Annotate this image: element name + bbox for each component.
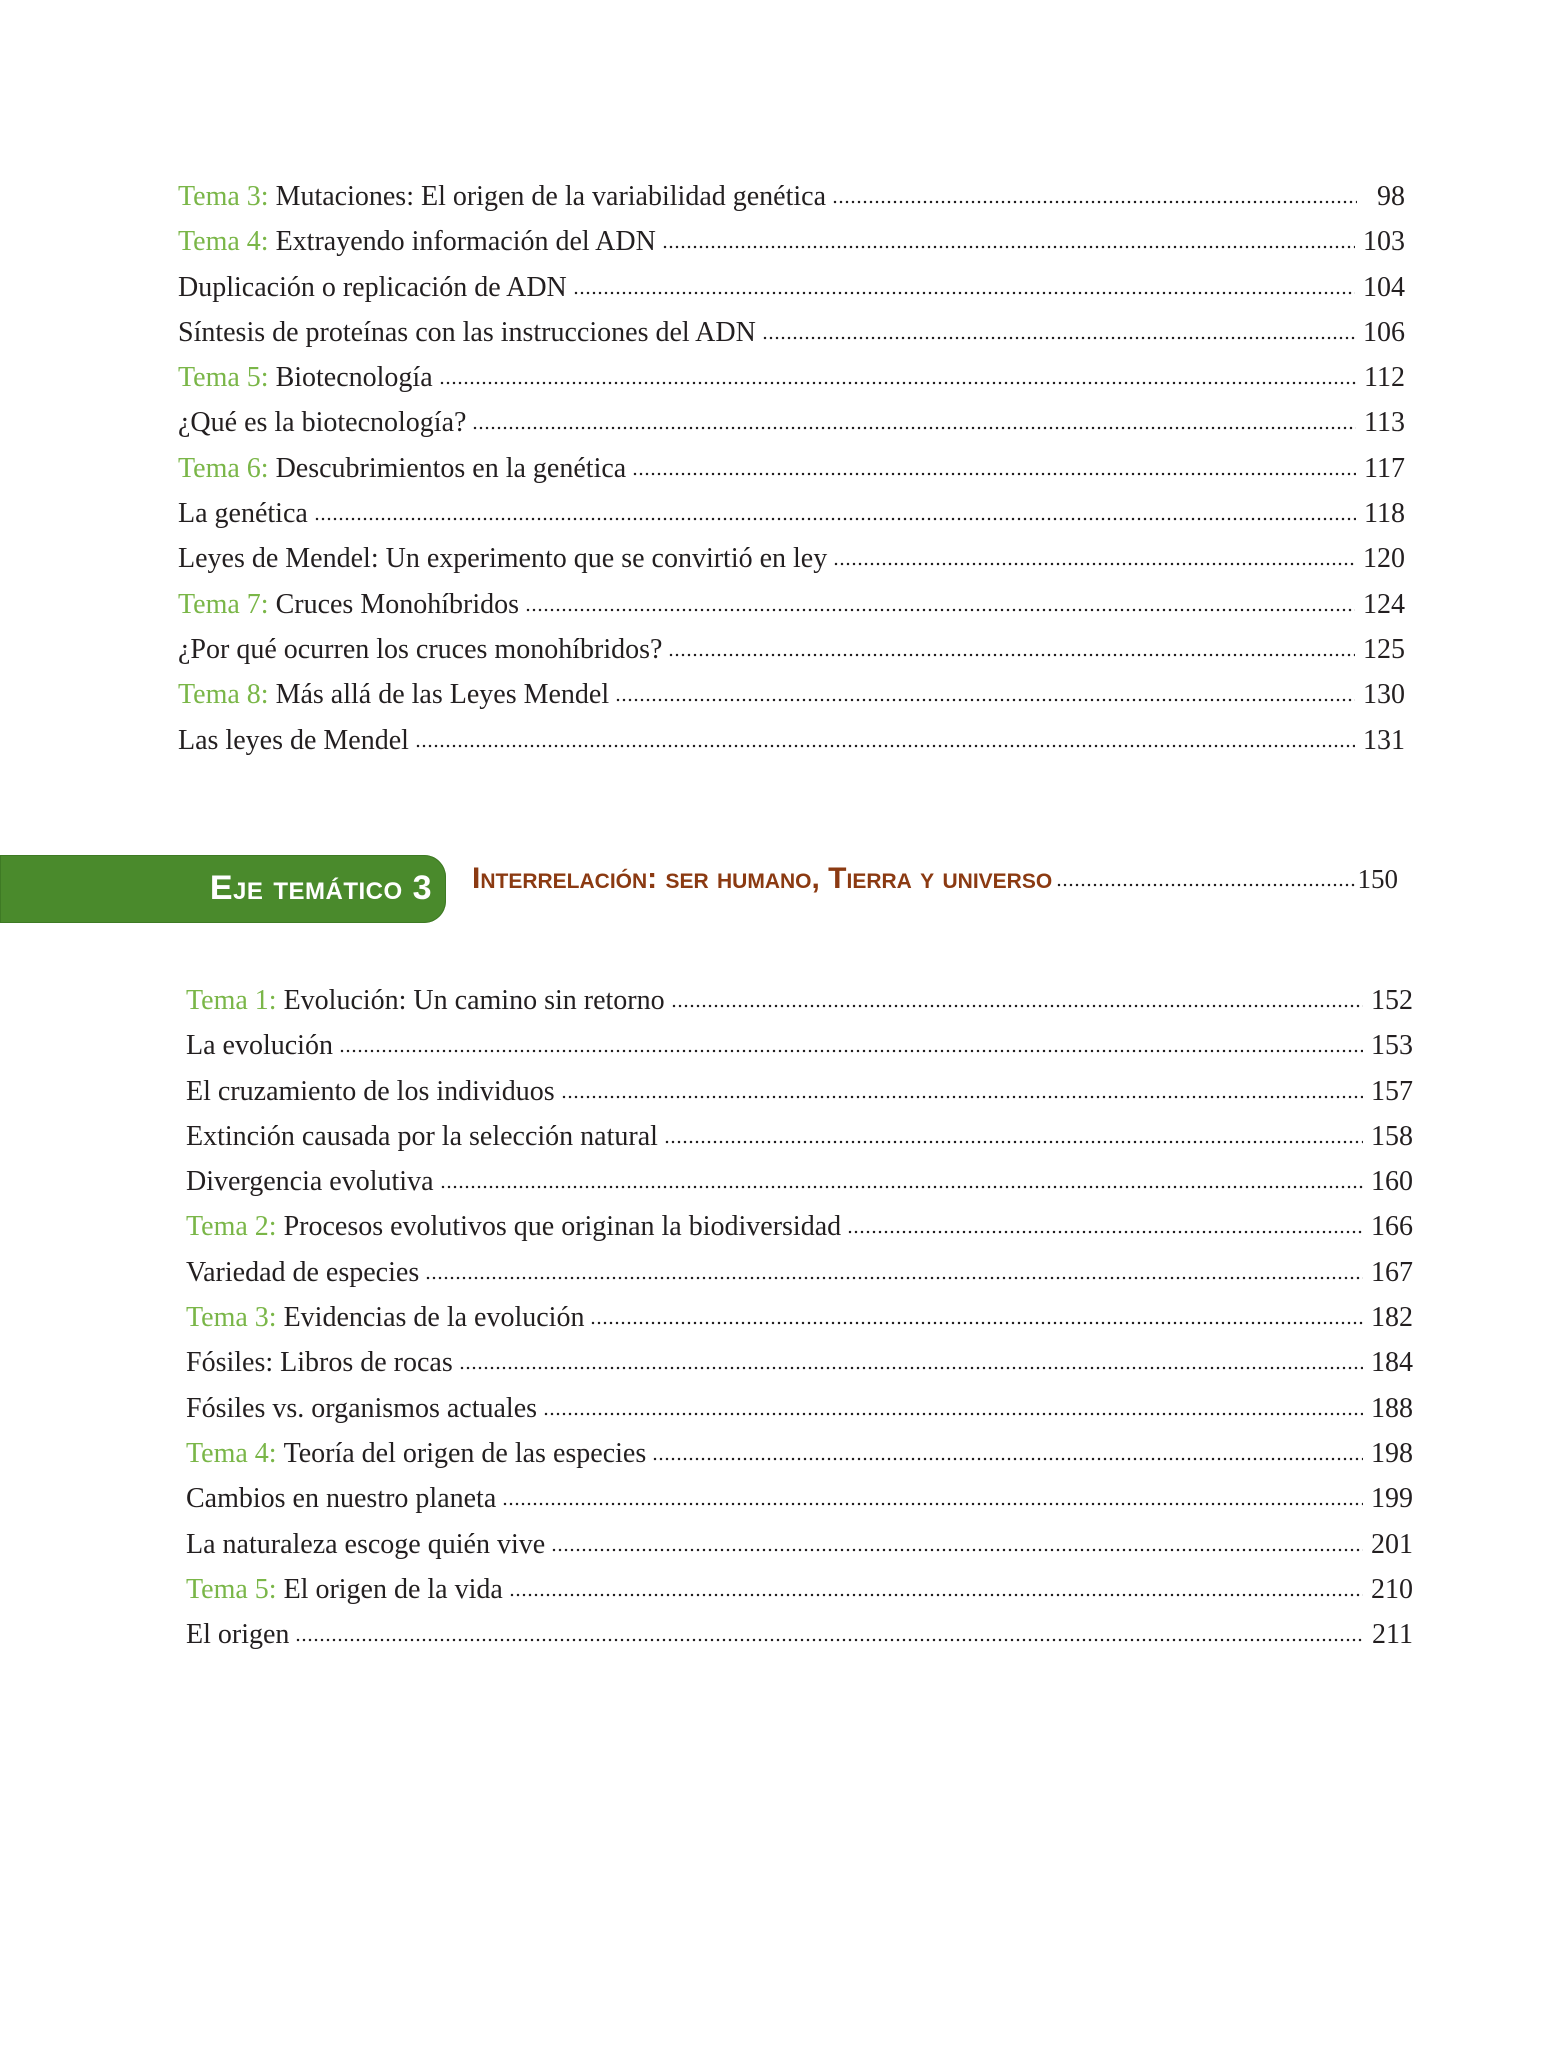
toc-entry[interactable] [186, 1114, 1413, 1159]
tema-label: Tema 3: [186, 1302, 277, 1334]
toc-entry[interactable] [178, 265, 1405, 310]
page-number: 113 [1364, 407, 1405, 439]
page-number: 152 [1371, 985, 1413, 1016]
toc-tema-entry[interactable] [178, 446, 1405, 491]
toc-entry[interactable] [186, 1023, 1413, 1068]
page-number: 157 [1371, 1075, 1413, 1107]
dot-leader [668, 652, 1355, 658]
entry-title: Evidencias de la evolución [283, 1302, 585, 1334]
page-number: 112 [1364, 362, 1405, 394]
dot-leader [525, 607, 1355, 613]
dot-leader [561, 1094, 1363, 1100]
toc-entry[interactable] [178, 400, 1405, 445]
page-number: 199 [1371, 1483, 1413, 1515]
dot-leader [425, 1275, 1363, 1281]
tema-label: Tema 1: [186, 985, 277, 1016]
dot-leader [632, 471, 1356, 477]
page-number: 98 [1377, 181, 1405, 212]
page-number: 198 [1371, 1437, 1413, 1469]
page-number: 104 [1363, 271, 1405, 303]
dot-leader [652, 1456, 1363, 1462]
entry-title: Mutaciones: El origen de la variabilidad genética [275, 181, 827, 212]
toc-entry[interactable] [186, 1612, 1413, 1657]
entry-title: La naturaleza escoge quién vive [186, 1528, 546, 1560]
page-number: 130 [1363, 679, 1405, 711]
toc-tema-entry[interactable] [178, 219, 1405, 264]
page-number: 106 [1363, 316, 1405, 348]
page-number: 117 [1364, 452, 1405, 484]
dot-leader [543, 1411, 1363, 1417]
eje-page-number: 150 [1357, 864, 1398, 894]
dot-leader [509, 1592, 1363, 1598]
page-number: 120 [1363, 543, 1405, 575]
toc-section-eje-3 [186, 978, 1413, 1657]
toc-tema-entry[interactable] [178, 355, 1405, 400]
dot-leader [502, 1501, 1363, 1507]
tema-label: Tema 4: [186, 1437, 277, 1469]
dot-leader [847, 1229, 1363, 1235]
toc-tema-entry[interactable] [178, 174, 1405, 219]
entry-title: Fósiles vs. organismos actuales [186, 1392, 538, 1424]
entry-title: Duplicación o replicación de ADN [178, 271, 567, 303]
toc-tema-entry[interactable] [178, 672, 1405, 717]
dot-leader [339, 1048, 1363, 1054]
tema-label: Tema 2: [186, 1211, 277, 1243]
dot-leader [472, 425, 1356, 431]
page-number: 158 [1371, 1120, 1413, 1152]
page-number: 182 [1371, 1302, 1413, 1334]
tema-label: Tema 4: [178, 226, 269, 258]
toc-entry[interactable] [178, 491, 1405, 536]
tema-label: Tema 8: [178, 679, 269, 711]
dot-leader [615, 697, 1355, 703]
page-number: 167 [1371, 1256, 1413, 1288]
page-number: 210 [1371, 1573, 1413, 1605]
page-number: 103 [1363, 226, 1405, 258]
dot-leader [295, 1637, 1364, 1643]
page-number: 184 [1371, 1347, 1413, 1379]
page-number: 153 [1371, 1030, 1413, 1062]
entry-title: Síntesis de proteínas con las instrucciones del ADN [178, 316, 756, 348]
entry-title: Divergencia evolutiva [186, 1166, 434, 1198]
page-number: 124 [1363, 588, 1405, 620]
toc-entry[interactable] [186, 1340, 1413, 1385]
page-number: 166 [1371, 1211, 1413, 1243]
toc-entry[interactable] [178, 718, 1405, 763]
toc-entry[interactable] [178, 310, 1405, 355]
dot-leader [664, 1139, 1363, 1145]
tema-label: Tema 5: [186, 1573, 277, 1605]
dot-leader [439, 380, 1356, 386]
entry-title: Las leyes de Mendel [178, 724, 409, 756]
toc-tema-entry[interactable] [186, 1204, 1413, 1249]
dot-leader [671, 1003, 1363, 1009]
entry-title: Cambios en nuestro planeta [186, 1483, 497, 1515]
toc-tema-entry[interactable] [186, 1431, 1413, 1476]
toc-entry[interactable] [186, 1386, 1413, 1431]
entry-title: El origen [186, 1619, 290, 1651]
dot-leader [833, 561, 1355, 567]
page-number: 125 [1363, 633, 1405, 665]
entry-title: Variedad de especies [186, 1256, 420, 1288]
toc-entry[interactable] [186, 1476, 1413, 1521]
page-number: 188 [1371, 1392, 1413, 1424]
dot-leader [314, 516, 1356, 522]
tema-label: Tema 7: [178, 588, 269, 620]
entry-title: ¿Qué es la biotecnología? [178, 407, 467, 439]
toc-tema-entry[interactable] [186, 1567, 1413, 1612]
eje-label: Eje temático 3 [209, 869, 432, 907]
entry-title: Más allá de las Leyes Mendel [275, 679, 610, 711]
eje-title-entry[interactable] [472, 862, 1398, 896]
entry-title: Cruces Monohíbridos [275, 588, 519, 620]
entry-title: Fósiles: Libros de rocas [186, 1347, 453, 1379]
tema-label: Tema 5: [178, 362, 269, 394]
page-number: 118 [1364, 498, 1405, 530]
eje-tematico-banner [0, 855, 446, 923]
page-number: 131 [1363, 724, 1405, 756]
entry-title: La genética [178, 498, 308, 530]
dot-leader [551, 1547, 1363, 1553]
toc-tema-entry[interactable] [186, 1295, 1413, 1340]
toc-entry[interactable] [178, 536, 1405, 581]
entry-title: Extinción causada por la selección natural [186, 1120, 658, 1152]
dot-leader [440, 1184, 1363, 1190]
entry-title: Extrayendo información del ADN [275, 226, 656, 258]
dot-leader [459, 1365, 1363, 1371]
entry-title: La evolución [186, 1030, 333, 1062]
toc-tema-entry[interactable] [178, 582, 1405, 627]
dot-leader [762, 335, 1355, 341]
dot-leader [573, 290, 1355, 296]
entry-title: Leyes de Mendel: Un experimento que se convirtió en ley [178, 543, 828, 575]
dot-leader [662, 244, 1355, 250]
toc-entry[interactable] [186, 1522, 1413, 1567]
toc-entry[interactable] [186, 1159, 1413, 1204]
dot-leader [415, 743, 1355, 749]
toc-entry[interactable] [186, 1250, 1413, 1295]
toc-tema-entry[interactable] [186, 978, 1413, 1023]
dot-leader [832, 199, 1357, 205]
entry-title: Biotecnología [275, 362, 433, 394]
entry-title: Procesos evolutivos que originan la biodiversidad [283, 1211, 842, 1243]
eje-title: Interrelación: ser humano, Tierra y universo [472, 862, 1053, 895]
dot-leader [590, 1320, 1363, 1326]
entry-title: El origen de la vida [283, 1573, 503, 1605]
page-number: 211 [1372, 1619, 1413, 1651]
tema-label: Tema 6: [178, 452, 269, 484]
entry-title: Teoría del origen de las especies [283, 1437, 647, 1469]
page-number: 160 [1371, 1166, 1413, 1198]
toc-entry[interactable] [178, 627, 1405, 672]
entry-title: Descubrimientos en la genética [275, 452, 627, 484]
entry-title: ¿Por qué ocurren los cruces monohíbridos? [178, 633, 663, 665]
dot-leader [1056, 882, 1355, 888]
entry-title: El cruzamiento de los individuos [186, 1075, 555, 1107]
toc-entry[interactable] [186, 1069, 1413, 1114]
toc-section-eje-2 [178, 174, 1405, 763]
entry-title: Evolución: Un camino sin retorno [283, 985, 665, 1016]
tema-label: Tema 3: [178, 181, 269, 212]
page-number: 201 [1371, 1528, 1413, 1560]
